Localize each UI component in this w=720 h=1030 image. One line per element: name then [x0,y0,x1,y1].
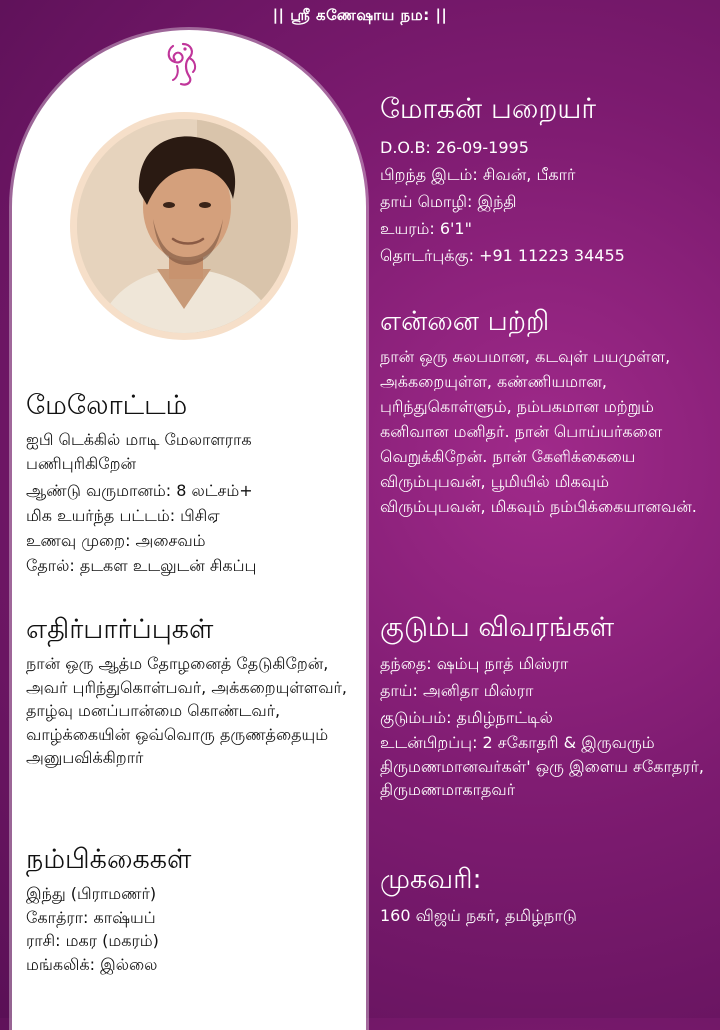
expectations-section [26,614,366,770]
contact-line: தொடர்புக்கு: +91 11223 34455 [380,245,625,265]
beliefs-gotra: கோத்ரா: காஷ்யப் [26,907,156,927]
address-heading: முகவரி: [380,864,482,895]
overview-section [26,390,366,578]
overview-income: ஆண்டு வருமானம்: 8 லட்சம்+ [26,481,253,501]
mother-tongue-line: தாய் மொழி: இந்தி [380,191,517,211]
about-section [380,306,710,519]
header-title: || ஸ்ரீ கணேஷாய நம: || [272,6,448,24]
overview-degree: மிக உயர்ந்த பட்டம்: பிசிஏ [26,506,220,526]
expectations-heading: எதிர்பார்ப்புகள் [26,614,214,645]
overview-diet: உணவு முறை: அசைவம் [26,531,206,551]
about-text: நான் ஒரு சுலபமான, கடவுள் பயமுள்ள, அக்கறையுள்ள, கண்ணியமான, புரிந்துகொள்ளும், நம்பகமான மற்றும் கனிவான மனிதர். நான் பொய்யர்களை வெறுக்கிறேன். நான் கேளிக்கையை விரும்புபவன், பூமியில் மிகவும் விரும்புபவன், மிகவும் நம்பிக்கையானவன். [380,347,697,517]
about-heading: என்னை பற்றி [380,306,550,337]
address-section [380,864,710,929]
address-text: 160 விஜய் நகர், தமிழ்நாடு [380,906,577,926]
overview-heading: மேலோட்டம் [26,390,188,421]
family-siblings: உடன்பிறப்பு: 2 சகோதரி & இருவரும் திருமணமானவர்கள்' ஒரு இளைய சகோதரர், திருமணமாகாதவர் [380,733,704,800]
height-line: உயரம்: 6'1" [380,218,472,238]
expectations-text: நான் ஒரு ஆத்ம தோழனைத் தேடுகிறேன், அவர் புரிந்துகொள்பவர், அக்கறையுள்ளவர், தாழ்வு மனப்பான்மை கொண்டவர், வாழ்க்கையின் ஒவ்வொரு தருணத்தையும் அனுபவிக்கிறார் [26,654,347,768]
family-heading: குடும்ப விவரங்கள் [380,612,615,643]
beliefs-rashi: ராசி: மகர (மகரம்) [26,931,159,951]
beliefs-heading: நம்பிக்கைகள் [26,844,192,875]
beliefs-religion: இந்து (பிராமணர்) [26,884,157,904]
profile-photo [77,119,291,333]
family-location: குடும்பம்: தமிழ்நாட்டில் [380,708,553,728]
family-section [380,612,710,802]
beliefs-section [26,844,366,976]
birthplace-line: பிறந்த இடம்: சிவன், பீகார் [380,164,576,184]
dob-line: D.O.B: 26-09-1995 [380,137,529,157]
profile-section [380,92,710,269]
overview-complexion: தோல்: தடகள உடலுடன் சிகப்பு [26,556,257,576]
family-father: தந்தை: ஷம்பு நாத் மிஸ்ரா [380,654,569,674]
ganesha-logo-icon [163,40,203,88]
beliefs-manglik: மங்கலிக்: இல்லை [26,954,158,974]
overview-job: ஐபி டெக்கில் மாடி மேலாளராக பணிபுரிகிறேன் [26,430,252,473]
profile-name: மோகன் பறையர் [380,92,597,125]
family-mother: தாய்: அனிதா மிஸ்ரா [380,681,534,701]
